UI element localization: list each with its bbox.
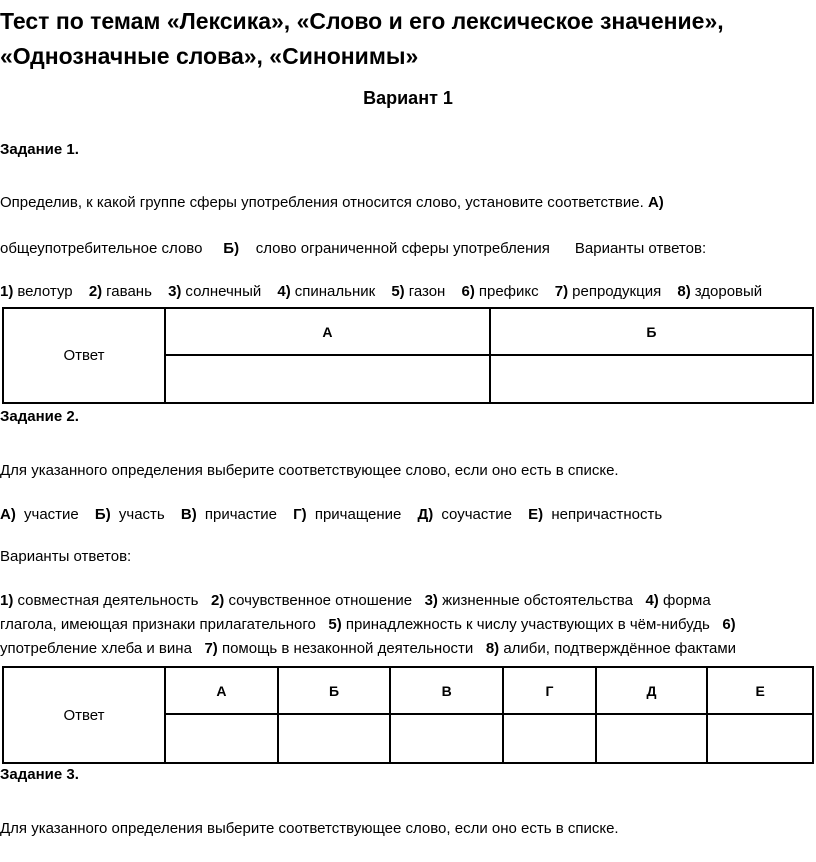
word-key: В) [180,506,197,523]
def-number: 5) [328,616,342,633]
answer-row-label: Ответ [3,308,165,403]
answer-column-header: Б [278,667,390,714]
option-number: 3) [168,283,182,300]
task1-group-b-text: слово ограниченной сферы употребления [255,240,550,257]
task1-option [462,283,539,300]
option-text: репродукция [572,283,662,300]
word-text: участь [118,506,165,523]
task3-intro: Для указанного определения выберите соответствующее слово, если оно есть в списке. [0,820,619,837]
answer-cell[interactable] [165,355,490,403]
word-text: причастие [204,506,277,523]
answer-column-header: А [165,667,278,714]
task1-variants-label: Варианты ответов: [574,240,707,257]
answer-cell[interactable] [165,714,278,763]
option-number: 6) [461,283,475,300]
task1-option [0,283,73,300]
answer-column-header: В [390,667,503,714]
task2-word [418,506,512,523]
task1-intro: Определив, к какой группе сферы употребления относится слово, установите соответствие. [0,194,644,211]
task2-word [528,506,662,523]
task1-option [89,283,152,300]
answer-cell[interactable] [707,714,813,763]
option-text: здоровый [694,283,763,300]
answer-column-header: Е [707,667,813,714]
task2-heading: Задание 2. [0,408,79,425]
word-text: непричастность [551,506,663,523]
word-key: А) [0,506,16,523]
option-number: 8) [677,283,691,300]
task3-heading: Задание 3. [0,766,79,783]
answer-cell[interactable] [490,355,813,403]
task2-words-line [0,506,662,524]
word-key: Е) [528,506,544,523]
option-number: 2) [88,283,103,300]
option-number: 4) [277,283,291,300]
option-number: 7) [554,283,569,300]
task1-options-line [0,283,762,301]
def-number: 4) [645,592,659,609]
answer-cell[interactable] [390,714,503,763]
answer-cell[interactable] [596,714,708,763]
variant-heading: Вариант 1 [363,88,453,108]
page-title-line-2: «Однозначные слова», «Синонимы» [0,43,419,69]
task2-defs-line-3 [0,640,736,658]
page-title-line-1: Тест по темам «Лексика», «Слово и его лексическое значение», [0,8,724,34]
task2-word [293,506,401,523]
task1-intro-line [0,194,664,212]
answer-column-header: Г [503,667,596,714]
option-text: велотур [17,283,73,300]
answer-column-header: А [165,308,490,355]
def-text: жизненные обстоятельства [442,592,633,609]
word-text: причащение [314,506,402,523]
task2-variants-label: Варианты ответов: [0,548,132,565]
word-key: Д) [417,506,434,523]
task1-group-b-key: Б) [223,240,240,257]
def-text: принадлежность к числу участвующих в чём-нибудь [345,616,710,633]
task1-answer-table [2,307,814,404]
task2-word [95,506,165,523]
task1-group-a-key: А) [647,194,664,211]
option-text: префикс [478,283,539,300]
def-text: помощь в незаконной деятельности [221,640,474,657]
answer-column-header: Б [490,308,813,355]
task1-heading: Задание 1. [0,141,79,158]
task2-word [181,506,277,523]
def-number: 6) [722,616,736,633]
def-number: 1) [0,592,14,609]
answer-cell[interactable] [503,714,596,763]
def-number: 8) [485,640,500,657]
def-number: 3) [424,592,438,609]
answer-row-label: Ответ [3,667,165,763]
task2-intro: Для указанного определения выберите соответствующее слово, если оно есть в списке. [0,462,619,479]
def-text: форма [662,592,711,609]
task2-word [0,506,79,523]
option-number: 1) [0,283,14,300]
def-text: употребление хлеба и вина [0,640,192,657]
task1-group-a-text: общеупотребительное слово [0,240,203,257]
word-text: участие [24,506,79,523]
task1-option [391,283,445,300]
task1-option [277,283,375,300]
def-text: сочувственное отношение [228,592,413,609]
word-text: соучастие [441,506,512,523]
def-text: совместная деятельность [17,592,199,609]
word-key: Б) [94,506,111,523]
task1-option [168,283,261,300]
def-number: 2) [210,592,225,609]
option-text: газон [408,283,446,300]
task2-defs-line-2 [0,616,736,634]
option-number: 5) [391,283,405,300]
def-number: 7) [204,640,218,657]
word-key: Г) [293,506,307,523]
def-text: алиби, подтверждённое фактами [503,640,737,657]
task1-groups-line [0,240,706,258]
task1-option [555,283,661,300]
task2-answer-table [2,666,814,764]
answer-column-header: Д [596,667,708,714]
answer-cell[interactable] [278,714,390,763]
option-text: спинальник [294,283,376,300]
def-text: глагола, имеющая признаки прилагательного [0,616,316,633]
option-text: солнечный [185,283,262,300]
option-text: гавань [106,283,152,300]
task2-defs-line-1 [0,592,711,610]
task1-option [677,283,762,300]
